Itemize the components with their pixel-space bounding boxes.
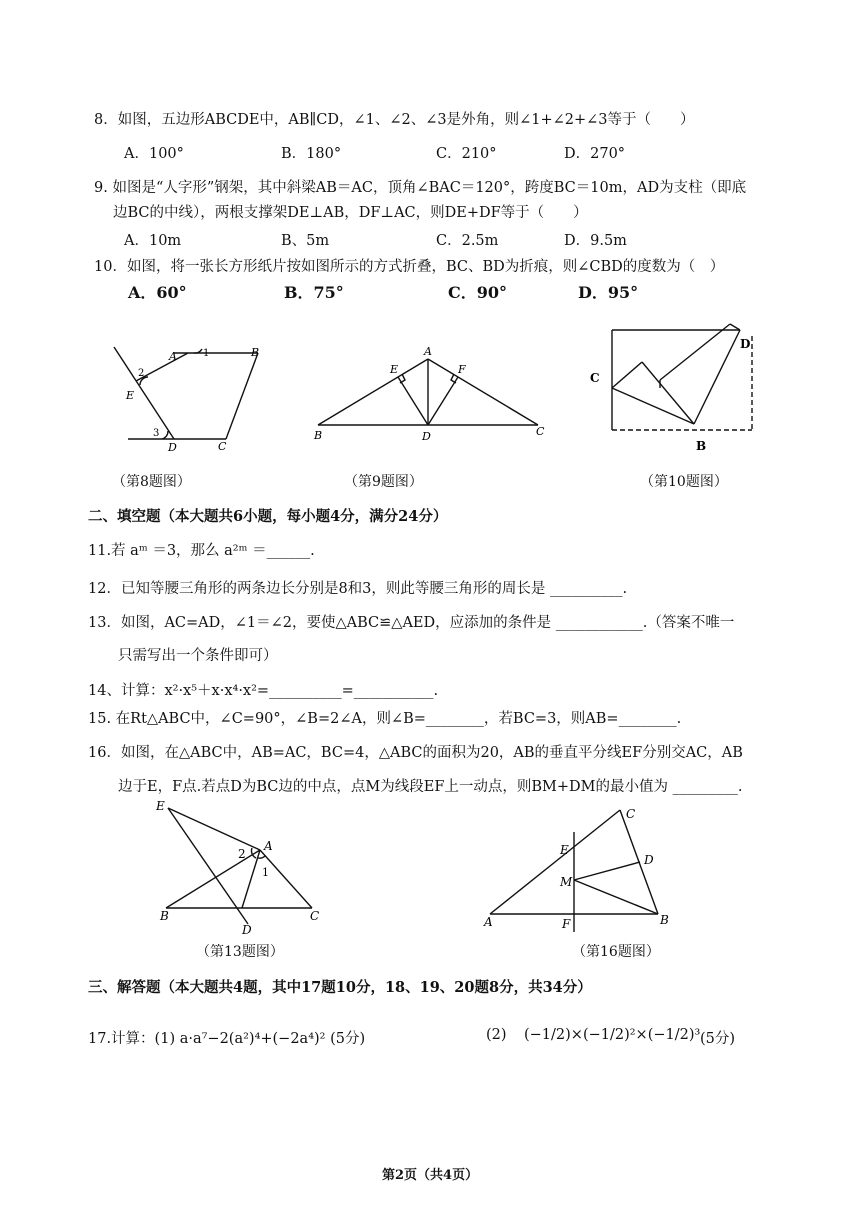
- fig13-label-e: E: [156, 800, 165, 813]
- figure-8: [108, 335, 278, 460]
- fig16-label-m: M: [560, 875, 573, 889]
- figure-9: [310, 343, 555, 443]
- fig10-label-b: B: [696, 439, 707, 453]
- fig8-label-1: 1: [203, 348, 210, 359]
- fig16-label-e: E: [560, 843, 569, 857]
- figure-10: [584, 318, 764, 456]
- fig8-label-2: 2: [138, 368, 145, 379]
- q8-stem: 8．如图，五边形ABCDE中，AB∥CD，∠1、∠2、∠3是外角，则∠1+∠2+∠3等于（ ）: [94, 112, 695, 128]
- caption-fig13: （第13题图）: [196, 944, 284, 960]
- fig8-label-a: A: [169, 350, 177, 363]
- q9-option-d: D．9.5m: [564, 233, 627, 249]
- fig9-label-d: D: [422, 430, 431, 443]
- fig16-label-b: B: [660, 913, 669, 927]
- q16-line2: 边于E，F点.若点D为BC边的中点，点M为线段EF上一动点，则BM+DM的最小值为 _________.: [118, 779, 743, 795]
- q17-part2-score: (5分): [700, 1031, 736, 1047]
- fig8-label-b: B: [251, 346, 260, 359]
- page-footer: 第2页（共4页）: [382, 1168, 479, 1183]
- caption-fig8: （第8题图）: [112, 474, 191, 490]
- q9-option-b: B、5m: [281, 233, 330, 249]
- fig13-label-b: B: [160, 909, 169, 923]
- q10-option-a: A．60°: [128, 283, 187, 302]
- q10-option-b: B．75°: [284, 283, 344, 302]
- q8-option-b: B．180°: [281, 146, 342, 162]
- fig8-label-d: D: [168, 441, 177, 454]
- caption-fig9: （第9题图）: [344, 474, 423, 490]
- q17-part2-label: (2): [486, 1027, 507, 1043]
- q9-option-a: A．10m: [124, 233, 182, 249]
- fig16-label-f: F: [562, 917, 571, 931]
- q17-part2-expression: (−1/2)×(−1/2)²×(−1/2)³: [524, 1027, 701, 1043]
- q16-line1: 16．如图，在△ABC中，AB=AC，BC=4，△ABC的面积为20，AB的垂直平分线EF分别交AC，AB: [88, 745, 743, 761]
- q8-option-a: A．100°: [124, 146, 184, 162]
- fig10-label-c: C: [590, 371, 600, 385]
- figure-16: [478, 800, 678, 938]
- fig10-label-d: D: [740, 337, 751, 351]
- caption-fig10: （第10题图）: [640, 474, 728, 490]
- q13-line1: 13．如图，AC=AD，∠1＝∠2，要使△ABC≌△AED，应添加的条件是 ____________.（答案不唯一: [88, 615, 735, 631]
- q9-line1: 9. 如图是“人字形”钢架，其中斜梁AB＝AC，顶角∠BAC＝120°，跨度BC＝10m，AD为支柱（即底: [94, 180, 747, 196]
- q13-line2: 只需写出一个条件即可）: [118, 648, 278, 664]
- q12-text: 12．已知等腰三角形的两条边长分别是8和3，则此等腰三角形的周长是 __________.: [88, 581, 628, 597]
- fig16-label-c: C: [626, 807, 636, 821]
- fig9-label-f: F: [458, 363, 466, 376]
- q11-text: 11.若 aᵐ ＝3，那么 a²ᵐ ＝______.: [88, 543, 315, 559]
- fig8-label-c: C: [218, 440, 227, 453]
- fig9-label-c: C: [536, 425, 545, 438]
- q10-stem: 10．如图，将一张长方形纸片按如图所示的方式折叠，BC、BD为折痕，则∠CBD的度数为（ ）: [94, 259, 725, 275]
- fig8-label-3: 3: [153, 428, 160, 439]
- figure-13: [150, 800, 330, 940]
- q8-option-c: C．210°: [436, 146, 497, 162]
- q8-option-d: D．270°: [564, 146, 626, 162]
- fig9-label-b: B: [314, 429, 323, 442]
- fig13-label-1: 1: [262, 866, 269, 879]
- fig13-label-d: D: [242, 923, 252, 937]
- q15-text: 15. 在Rt△ABC中，∠C=90°，∠B=2∠A，则∠B=________，若BC=3，则AB=________.: [88, 711, 682, 727]
- fig13-label-c: C: [310, 909, 320, 923]
- fig8-label-e: E: [126, 389, 135, 402]
- q14-text: 14、计算：x²·x⁵＋x·x⁴·x²=__________=___________.: [88, 683, 439, 699]
- section-3-title: 三、解答题（本大题共4题，其中17题10分，18、19、20题8分，共34分）: [88, 979, 592, 996]
- q10-option-d: D．95°: [578, 283, 639, 302]
- fig9-label-a: A: [424, 345, 432, 358]
- caption-fig16: （第16题图）: [572, 944, 660, 960]
- q10-option-c: C．90°: [448, 283, 508, 302]
- q9-option-c: C．2.5m: [436, 233, 499, 249]
- fig16-label-a: A: [484, 915, 493, 929]
- fig13-label-2: 2: [238, 847, 246, 861]
- fig16-label-d: D: [644, 853, 654, 867]
- q17-part1: 17.计算：(1) a·a⁷−2(a²)⁴+(−2a⁴)² (5分): [88, 1031, 366, 1047]
- fig13-label-a: A: [264, 839, 273, 853]
- section-2-title: 二、填空题（本大题共6小题，每小题4分，满分24分）: [88, 508, 448, 525]
- fig9-label-e: E: [390, 363, 399, 376]
- q9-line2: 边BC的中线），两根支撑架DE⊥AB，DF⊥AC，则DE+DF等于（ ）: [113, 205, 588, 221]
